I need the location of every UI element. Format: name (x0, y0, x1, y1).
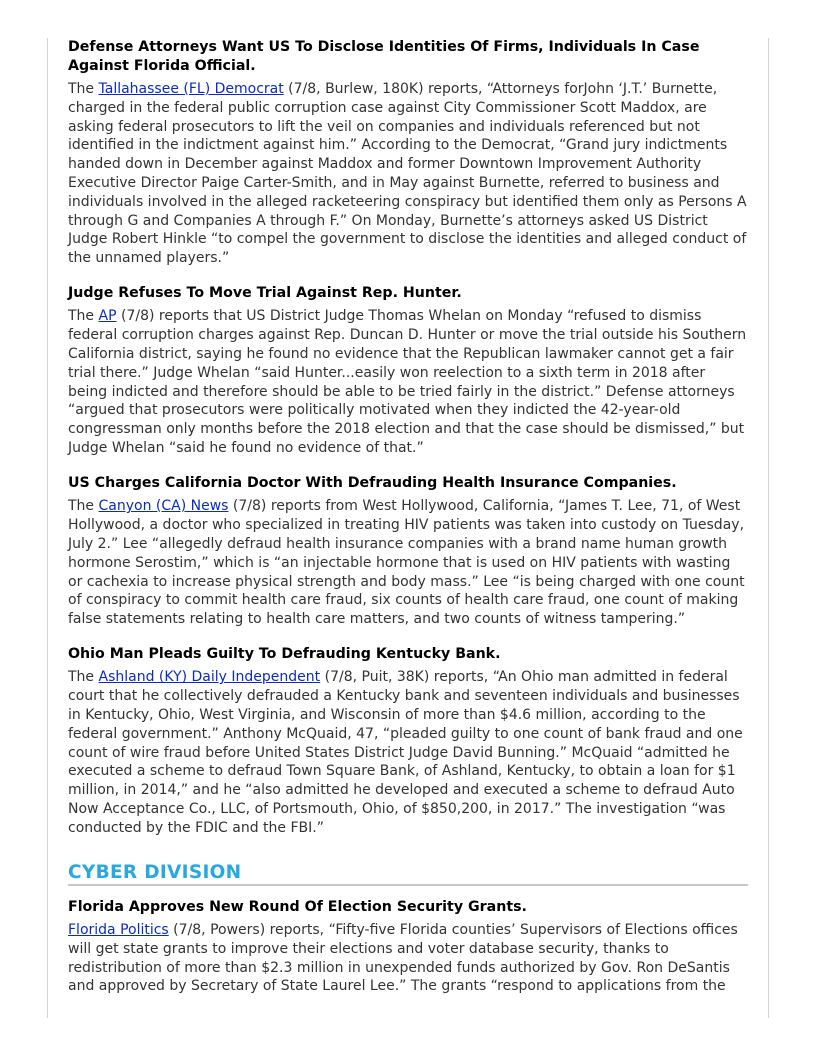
article-lead: The (68, 498, 99, 515)
source-link[interactable]: Florida Politics (68, 922, 169, 939)
source-link[interactable]: Tallahassee (FL) Democrat (98, 81, 284, 97)
source-link[interactable]: AP (98, 308, 117, 325)
source-link[interactable]: Canyon (CA) News (98, 498, 229, 515)
source-link[interactable]: Ashland (KY) Daily Independent (98, 669, 321, 686)
article (68, 645, 748, 838)
article-text: (7/8, Burlew, 180K) reports, “Attorneys forJohn ‘J.T.’ Burnette, charged in the federal public corruption case against City Commissioner Scott Maddox, are asking federal prosecutors to lift the veil on companies and individuals referenced but not identified in the indictment against him.” According to the Democrat, “Grand jury indictments handed down in December against Maddox and former Downtown Improvement Authority Executive Director Paige Carter-Smith, and in May against Burnette, referred to business and individuals involved in the alleged racketeering conspiracy but identified them only as Persons A through G and Companies A through F.” On Monday, Burnette’s attorneys asked US District Judge Robert Hinkle “to compel the government to disclose the identities and alleged conduct of the unnamed players.” (68, 81, 747, 267)
article (68, 38, 748, 268)
article-text: (7/8, Powers) reports, “Fifty-five Florida counties’ Supervisors of Elections offices will get state grants to improve their elections and voter database security, thanks to redistribution of more than $2.3 million in unexpended funds authorized by Gov. Ron DeSantis and approved by Secretary of State Laurel Lee.” The grants “respond to applications from the (68, 922, 738, 995)
article-headline: US Charges California Doctor With Defrauding Health Insurance Companies. (68, 474, 677, 491)
article-text: (7/8) reports from West Hollywood, California, “James T. Lee, 71, of West Hollywood, a doctor who specialized in treating HIV patients was taken into custody on Tuesday, July 2.” Lee “allegedly defraud health insurance companies with a brand name human growth hormone Serostim,” which is “an injectable hormone that is used on HIV patients with wasting or cachexia to increase physical strength and body mass.” Lee “is being charged with one count of conspiracy to commit health care fraud, six counts of health care fraud, one count of making false statements relating to health care matters, and two counts of witness tampering.” (68, 498, 745, 628)
section-heading-cyber-division: CYBER DIVISION (68, 862, 748, 886)
article-body (68, 921, 748, 996)
article-body (68, 80, 748, 268)
article-text: (7/8, Puit, 38K) reports, “An Ohio man admitted in federal court that he collectively defrauded a Kentucky bank and seventeen individuals and businesses in Kentucky, Ohio, West Virginia, and Wisconsin of more than $4.6 million, according to the federal government.” Anthony McQuaid, 47, “pleaded guilty to one count of bank fraud and one count of wire fraud before United States District Judge David Bunning.” McQuaid “admitted he executed a scheme to defraud Town Square Bank, of Ashland, Kentucky, to obtain a loan for $1 million, in 2014,” and he “also admitted he developed and executed a scheme to defraud Auto Now Acceptance Co., LLC, of Portsmouth, Ohio, of $850,200, in 2017.” The investigation “was conducted by the FDIC and the FBI.” (68, 669, 743, 836)
article-headline: Judge Refuses To Move Trial Against Rep. Hunter. (68, 284, 462, 301)
article-headline: Defense Attorneys Want US To Disclose Identities Of Firms, Individuals In Case Against Florida Official. (68, 39, 700, 74)
article-lead: The (68, 308, 99, 325)
article (68, 284, 748, 458)
newsletter-page (68, 38, 748, 1012)
article-text: (7/8) reports that US District Judge Thomas Whelan on Monday “refused to dismiss federal corruption charges against Rep. Duncan D. Hunter or move the trial outside his Southern California district, saying he found no evidence that the Republican lawmaker cannot get a fair trial there.” Judge Whelan “said Hunter...easily won reelection to a sixth term in 2018 after being indicted and therefore should be able to be tried fairly in the district.” Defense attorneys “argued that prosecutors were politically motivated when they indicted the 42-year-old congressman only months before the 2018 election and that the case should be dismissed,” but Judge Whelan “said he found no evidence of that.” (68, 308, 747, 457)
article-lead: The (68, 669, 99, 686)
article (68, 474, 748, 629)
page-border-right (768, 38, 769, 1018)
article-body (68, 668, 748, 837)
article-body (68, 497, 748, 629)
article (68, 898, 748, 997)
article-headline: Florida Approves New Round Of Election Security Grants. (68, 898, 527, 915)
article-lead: The (68, 81, 99, 97)
page-border-left (47, 38, 48, 1018)
article-body (68, 307, 748, 457)
article-headline: Ohio Man Pleads Guilty To Defrauding Kentucky Bank. (68, 645, 501, 662)
